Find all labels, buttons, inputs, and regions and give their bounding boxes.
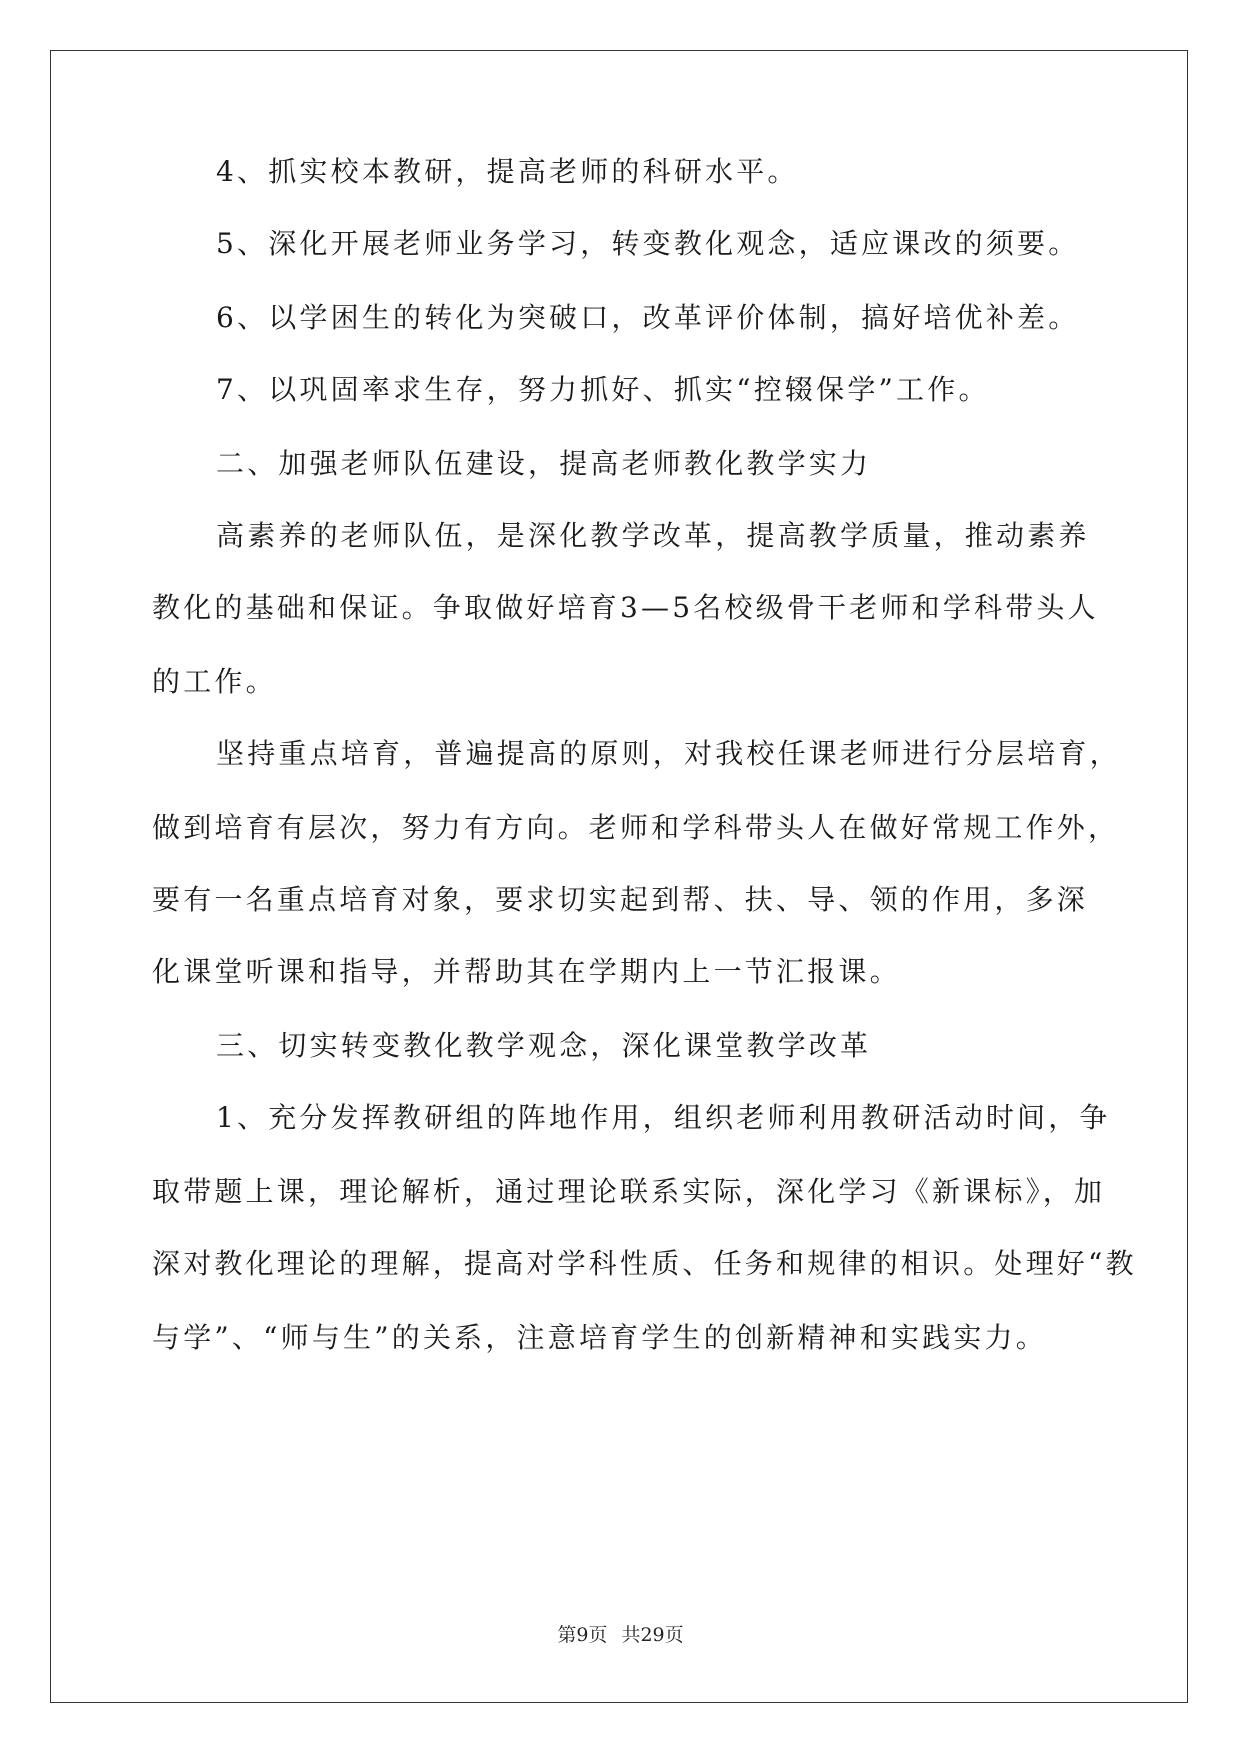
text-line: 1、充分发挥教研组的阵地作用，组织老师利用教研活动时间，争 [216, 1101, 1111, 1134]
section-heading: 三、切实转变教化教学观念，深化课堂教学改革 [216, 1029, 872, 1062]
text-line: 化课堂听课和指导，并帮助其在学期内上一节汇报课。 [152, 955, 901, 988]
text-line: 深对教化理论的理解，提高对学科性质、任务和规律的相识。处理好“教 [152, 1247, 1137, 1280]
text-line: 的工作。 [152, 665, 277, 698]
text-line: 4、抓实校本教研，提高老师的科研水平。 [216, 155, 799, 188]
text-line: 要有一名重点培育对象，要求切实起到帮、扶、导、领的作用，多深 [152, 883, 1089, 916]
page-footer [0, 1620, 1241, 1647]
page-number: 第9页 [557, 1624, 608, 1646]
text-line: 6、以学困生的转化为突破口，改革评价体制，搞好培优补差。 [216, 301, 1080, 334]
text-line: 5、深化开展老师业务学习，转变教化观念，适应课改的须要。 [216, 227, 1080, 260]
page-total: 共29页 [621, 1624, 684, 1646]
text-line: 与学”、“师与生”的关系，注意培育学生的创新精神和实践实力。 [152, 1321, 1047, 1354]
text-line: 教化的基础和保证。争取做好培育3—5名校级骨干老师和学科带头人 [152, 591, 1099, 624]
section-heading: 二、加强老师队伍建设，提高老师教化教学实力 [216, 447, 872, 480]
text-line: 7、以巩固率求生存，努力抓好、抓实“控辍保学”工作。 [216, 373, 990, 406]
text-line: 坚持重点培育，普遍提高的原则，对我校任课老师进行分层培育， [216, 737, 1121, 770]
text-line: 高素养的老师队伍，是深化教学改革，提高教学质量，推动素养 [216, 519, 1090, 552]
text-line: 取带题上课，理论解析，通过理论联系实际，深化学习《新课标》，加 [152, 1175, 1106, 1208]
text-line: 做到培育有层次，努力有方向。老师和学科带头人在做好常规工作外， [152, 811, 1120, 844]
